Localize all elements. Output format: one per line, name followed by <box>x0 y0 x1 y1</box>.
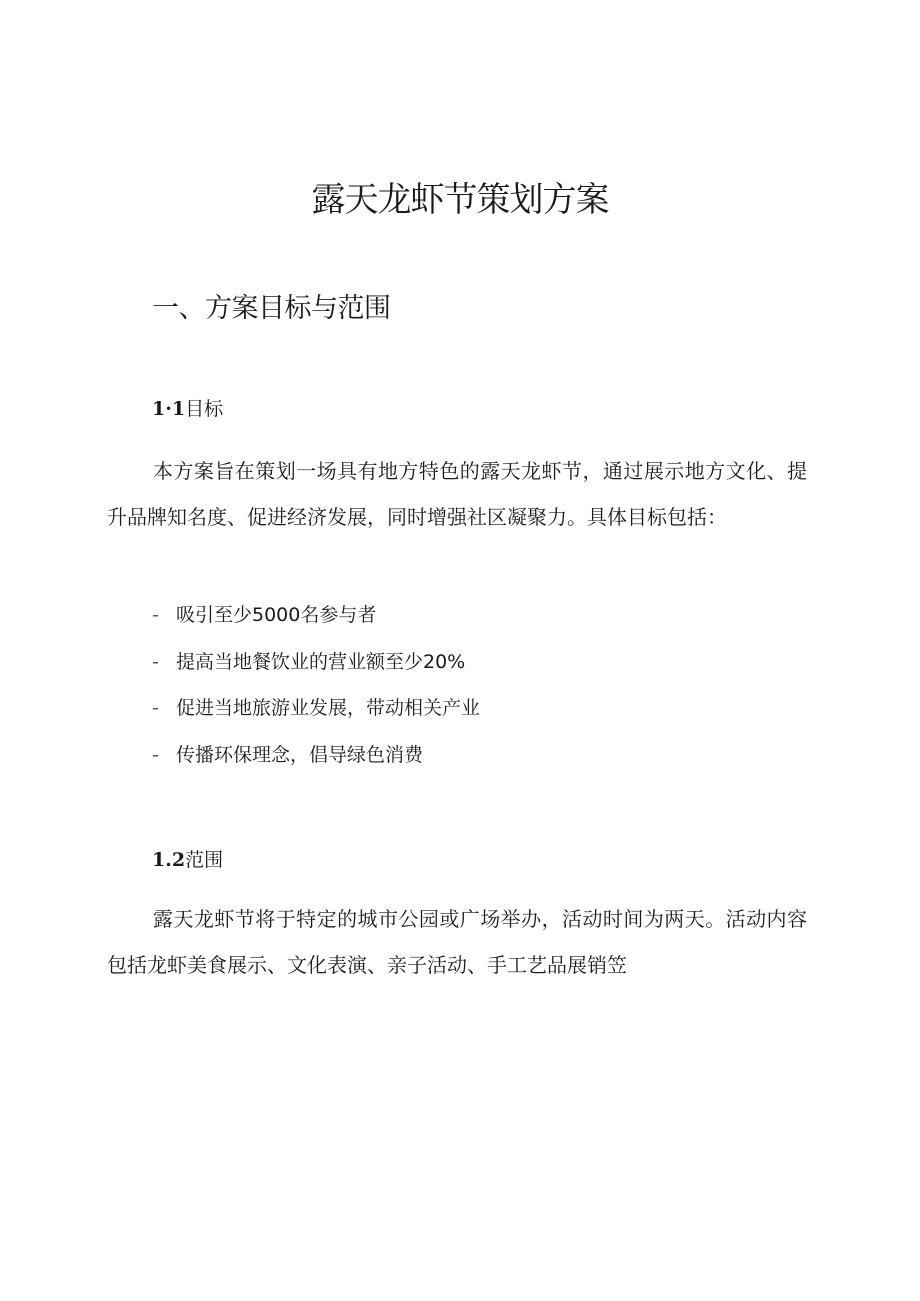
list-item-text: 促进当地旅游业发展，带动相关产业 <box>176 697 481 719</box>
bullet-marker: - <box>152 650 159 673</box>
bullet-marker: - <box>152 604 159 626</box>
document-title: 露天龙虾节策划方案 <box>311 180 609 220</box>
bullet-marker: - <box>152 697 159 719</box>
bullet-marker: - <box>152 743 159 766</box>
list-item-text: 提高当地餐饮业的营业额至少20% <box>176 650 466 673</box>
goal-paragraph: 本方案旨在策划一场具有地方特色的露天龙虾节，通过展示地方文化、提升品牌知名度、促进经济发展，同时增强社区凝聚力。具体目标包括： <box>107 459 807 529</box>
list-item-text: 吸引至少5000名参与者 <box>176 604 377 626</box>
subsection-label: 范围 <box>185 849 224 871</box>
list-item <box>152 639 480 686</box>
subsection-heading-goal <box>152 394 223 421</box>
section-heading: 一、方案目标与范围 <box>152 293 391 324</box>
list-item-text: 传播环保理念，倡导绿色消费 <box>176 743 424 766</box>
goal-bullet-list <box>152 592 480 778</box>
subsection-number: 1·1 <box>152 398 186 420</box>
subsection-label: 目标 <box>185 398 224 420</box>
subsection-heading-scope <box>152 845 223 872</box>
subsection-number: 1.2 <box>152 849 186 871</box>
list-item <box>152 592 480 639</box>
scope-paragraph: 露天龙虾节将于特定的城市公园或广场举办，活动时间为两天。活动内容包括龙虾美食展示、文化表演、亲子活动、手工艺品展销笠 <box>107 907 807 977</box>
list-item <box>152 685 480 732</box>
list-item <box>152 732 480 779</box>
